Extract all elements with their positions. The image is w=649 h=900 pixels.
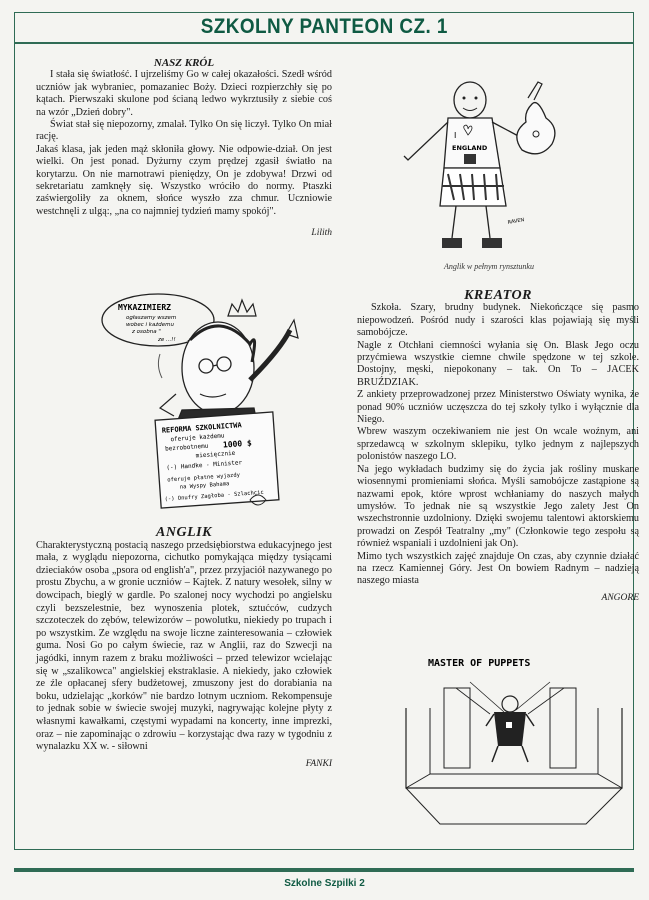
sign-text: (-) Onufry Zagłoba - Szlachcic bbox=[164, 489, 264, 503]
paragraph: Szkoła. Szary, brudny budynek. Niekończące się pasmo niepowodzeń. Pośród nudy i szarości klas pojawiają się myśli samobójcze. bbox=[357, 302, 639, 339]
paragraph: Mimo tych wszystkich zajęć znajduje On czas, aby czynnie działać na rzecz Kamiennej Góry. Jest On bowiem Radnym – nadzieją naszego miasta bbox=[357, 550, 639, 587]
bubble-text: ze ...!! bbox=[158, 337, 176, 343]
sign-text: bezrobotnemu bbox=[164, 442, 209, 453]
caption-anglik: Anglik w pełnym rynsztunku bbox=[444, 262, 534, 271]
heading-kreator: KREATOR bbox=[464, 288, 532, 303]
signature: Lilith bbox=[311, 228, 332, 239]
paragraph: Wbrew waszym oczekiwaniem nie jest On wcale woźnym, ani sprzedawcą w szkolnym sklepiku, tylko jednym z najlepszych polonistów naszego LO. bbox=[357, 426, 639, 463]
article-kreator bbox=[357, 290, 639, 604]
sign-text: (-) Handke - Minister bbox=[166, 459, 243, 472]
banner-text: MASTER OF PUPPETS bbox=[428, 658, 531, 669]
shirt-text: I bbox=[454, 131, 457, 140]
sign-text: 1000 $ bbox=[222, 438, 253, 450]
paragraph: Świat stał się niepozorny, zmalał. Tylko On się liczył. Tylko On miał rację. bbox=[36, 119, 332, 143]
cartoon-anglik bbox=[400, 78, 565, 260]
paragraph: Na jego wykładach budzimy się do życia jak rośliny muskane wiosennymi promieniami słońca. Myśli samobójcze zastąpione są nazwami epok, które wprost wchłaniamy do naszych małych umysłów. To jednak nie są wszystkie Jego zalety Jest On wszechstronnie uzdolniony. Dzięki swojemu talentowi aktorskiemu prowadzi on Zespół Teatralny „my" (Członkowie tego zespołu są również wspaniali i uzdolnieni jak On). bbox=[357, 463, 639, 550]
title-bar bbox=[14, 12, 634, 44]
footer-page-label: Szkolne Szpilki 2 bbox=[284, 878, 365, 889]
paragraph: Nagle z Otchłani ciemności wyłania się On. Blask Jego oczu przyćmiewa wszystkie ciemne chwile spędzone w tej szkole. Dostojny, męski, niepokonany – tak. On To – JACEK BRUŹDZIAK. bbox=[357, 339, 639, 388]
sign-text: REFORMA SZKOLNICTWA bbox=[161, 421, 242, 435]
signature: ANGORE bbox=[601, 592, 639, 603]
paragraph: Charakterystyczną postacią naszego przedsiębiorstwa edukacyjnego jest mała, z wyglądu niepozorna, cichutko pomykająca między tysiącami dzieciaków osoba „psora od english'a", przez przyjaciół nazywanego po prostu Zbychu, a w gronie uczniów – Kajtek. Z natury wesołek, silny w dowcipach, bieglý w gardle. Po szalonej nocy wychodzi po angielsku czyli bezszelestnie, bez wynoszenia plotek, sztućców, cudzych szczoteczek do zębów, telewizorów – powolutku, niekiedy po trupach i po wszystkim. Ze względu na swoje liczne zainteresowania – człowiek guma. Nosi Go po całym świecie, raz w Anglii, raz do Szwecji na jagódki, innym razem z braku możliwości – przed telewizor wcielając się w „szalikowca" angielskiej ekstraklasie. A niekiedy, jako człowiek ze źle opłacanej sfery budżetowej, zmuszony jest do dorabiania na boku, udzielając „korków" nie bardzo lotnym uczniom. Rekompensuje to jednak sobie w świecie swojej muzyki, nagrywając kolejne płyty z własnymi kawałkami, częstymi wypadami na koncerty, inne imprezki, oraz – nie zapominając o zdrowiu – korzystając dwa razy w tygodniu z wynalazku XX w. - siłowni bbox=[36, 539, 332, 753]
artist-signature: RAVEN bbox=[507, 217, 525, 226]
heading-nasz-krol: NASZ KRÓL bbox=[153, 57, 215, 69]
sign-text: na Wyspy Bahama bbox=[179, 481, 230, 491]
paragraph: Z ankiety przeprowadzonej przez Ministerstwo Oświaty wynika, że ponad 90% uczniów uczęszcza do tej szkoły tylko i wyłącznie dla Niego. bbox=[357, 389, 639, 426]
article-anglik bbox=[36, 527, 332, 770]
sign-text: oferuje płatne wyjazdy bbox=[167, 472, 241, 484]
signature: FANKI bbox=[305, 758, 332, 769]
article-nasz-krol bbox=[36, 57, 332, 240]
bubble-text: wobec i każdemu bbox=[126, 322, 174, 328]
sign-text: miesięcznie bbox=[195, 449, 236, 460]
heading-anglik: ANGLIK bbox=[156, 525, 212, 540]
bubble-text: z osobna " bbox=[132, 329, 161, 335]
cartoon-minister bbox=[100, 290, 300, 520]
bubble-text: MYKAZIMIERZ bbox=[118, 303, 171, 312]
cartoon-puppets bbox=[400, 648, 628, 826]
sign-text: oferuje każdemu bbox=[170, 432, 225, 444]
page-title: SZKOLNY PANTEON CZ. 1 bbox=[200, 15, 448, 38]
shirt-text: ENGLAND bbox=[452, 144, 488, 152]
bubble-text: ogłaszamy wszem bbox=[126, 315, 177, 321]
footer-rule bbox=[14, 868, 634, 872]
paragraph: I stała się światłość. I ujrzeliśmy Go w całej okazałości. Szedł wśród uczniów jak wybraniec, pomazaniec Boży. Dzieci rozpierzchły się po kątach. Pierwszaki skulone pod ścianą ledwo wykrztusiły z siebie coś na wzór „Dzień dobry". bbox=[36, 69, 332, 118]
paragraph: Jakaś klasa, jak jeden mąż skłoniła głowy. Nie odpowie-dział. On jest wielki. On jest ponad. Dyżurny czym prędzej zgasił światło na korytarzu. On nie marnotrawi pieniędzy, On je zdobywa! Drzwi od sekretariatu zamknęły się. Wszystko wróciło do normy. Ptaszki zaświergoliły za oknem, słońce wyszło zza chmur. Uczniowie westchnęli z ulgą:, „na co najmniej tydzień mamy spokój". bbox=[36, 143, 332, 217]
